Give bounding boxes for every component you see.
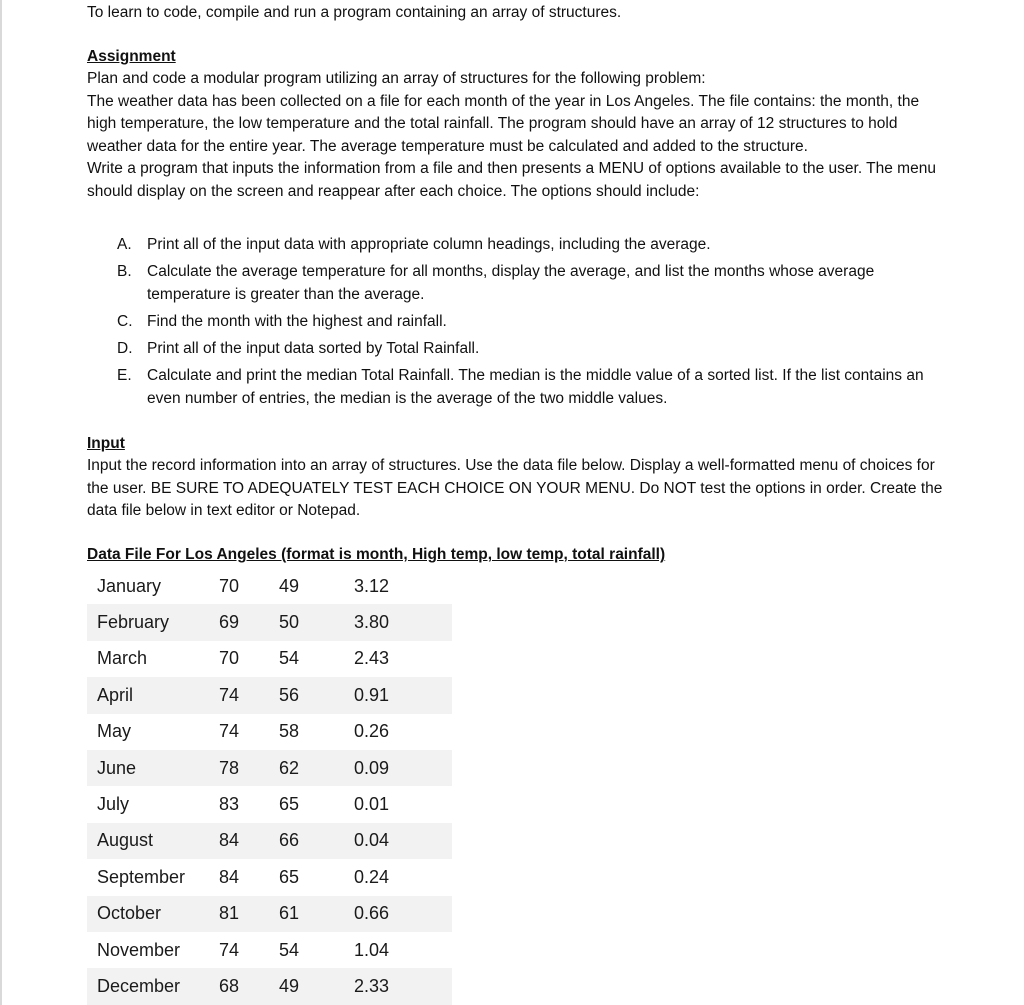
input-paragraph: Input the record information into an array of structures. Use the data file below. Display a well-formatted menu of choices for the user. BE SURE TO ADEQUATELY TEST EACH CHOICE ON YOUR MENU. Do NOT test the options in order. Create the data file below in text editor or Notepad. [87, 457, 943, 519]
table-row [87, 568, 452, 604]
assignment-heading: Assignment [87, 48, 176, 65]
table-row [87, 823, 452, 859]
low-temp-cell: 62 [279, 750, 354, 786]
option-item-b [87, 260, 947, 306]
option-text: Print all of the input data with appropriate column headings, including the average. [147, 236, 711, 253]
option-item-e [87, 364, 947, 410]
option-item-d [87, 337, 947, 360]
low-temp-cell: 65 [279, 866, 300, 887]
table-row [87, 604, 452, 640]
rainfall-cell: 0.24 [354, 866, 390, 887]
rainfall-cell: 0.91 [354, 677, 452, 713]
option-item-c [87, 310, 947, 333]
month-cell: January [97, 575, 162, 596]
option-text: Print all of the input data sorted by Total Rainfall. [147, 340, 480, 357]
month-cell: March [97, 648, 148, 669]
month-cell: October [87, 896, 219, 932]
rainfall-cell: 0.26 [354, 721, 390, 742]
high-temp-cell: 69 [219, 604, 279, 640]
option-letter: E. [117, 367, 132, 384]
low-temp-cell: 54 [279, 648, 300, 669]
option-letter: C. [117, 313, 133, 330]
high-temp-cell: 68 [219, 968, 279, 1004]
page-left-border [0, 0, 2, 1005]
month-cell: July [97, 794, 130, 815]
rainfall-cell: 2.33 [354, 968, 452, 1004]
assignment-paragraph-1: Plan and code a modular program utilizing an array of structures for the following problem: [87, 70, 706, 87]
rainfall-cell: 2.43 [354, 648, 390, 669]
month-cell: December [87, 968, 219, 1004]
table-row [87, 677, 452, 713]
month-cell: February [87, 604, 219, 640]
table-row [87, 968, 452, 1004]
option-letter: B. [117, 263, 132, 280]
assignment-paragraph-3: Write a program that inputs the information from a file and then presents a MENU of options available to the user. The menu should display on the screen and reappear after each choice. The options should include: [87, 160, 936, 200]
high-temp-cell: 84 [219, 823, 279, 859]
high-temp-cell: 70 [219, 575, 240, 596]
rainfall-cell: 0.09 [354, 750, 452, 786]
month-cell: April [87, 677, 219, 713]
rainfall-cell: 1.04 [354, 939, 390, 960]
low-temp-cell: 50 [279, 604, 354, 640]
table-row [87, 896, 452, 932]
input-heading: Input [87, 435, 125, 452]
rainfall-cell: 3.12 [354, 575, 390, 596]
high-temp-cell: 81 [219, 896, 279, 932]
table-row [87, 641, 452, 677]
low-temp-cell: 49 [279, 968, 354, 1004]
rainfall-cell: 0.66 [354, 896, 452, 932]
high-temp-cell: 78 [219, 750, 279, 786]
option-letter: A. [117, 236, 132, 253]
table-row [87, 859, 452, 895]
month-cell: August [87, 823, 219, 859]
high-temp-cell: 74 [219, 939, 240, 960]
table-row [87, 714, 452, 750]
high-temp-cell: 70 [219, 648, 240, 669]
option-text: Calculate the average temperature for all months, display the average, and list the months whose average temperature is greater than the average. [147, 263, 875, 303]
data-file-title: Data File For Los Angeles (format is month, High temp, low temp, total rainfall) [87, 546, 666, 563]
high-temp-cell: 74 [219, 721, 240, 742]
month-cell: May [97, 721, 132, 742]
high-temp-cell: 84 [219, 866, 240, 887]
low-temp-cell: 65 [279, 794, 300, 815]
table-row [87, 786, 452, 822]
low-temp-cell: 58 [279, 721, 300, 742]
input-section [87, 433, 947, 523]
month-cell: September [97, 866, 186, 887]
low-temp-cell: 66 [279, 823, 354, 859]
high-temp-cell: 83 [219, 794, 240, 815]
rainfall-cell: 0.04 [354, 823, 452, 859]
option-item-a [87, 233, 947, 256]
option-text: Calculate and print the median Total Rainfall. The median is the middle value of a sorted list. If the list contains an even number of entries, the median is the average of the two middle values. [147, 367, 924, 407]
option-text: Find the month with the highest and rainfall. [147, 313, 447, 330]
month-cell: November [97, 939, 181, 960]
low-temp-cell: 61 [279, 896, 354, 932]
rainfall-cell: 3.80 [354, 604, 452, 640]
assignment-section [87, 46, 947, 203]
menu-options-list [87, 233, 947, 414]
intro-text: To learn to code, compile and run a program containing an array of structures. [87, 4, 622, 21]
assignment-paragraph-2: The weather data has been collected on a file for each month of the year in Los Angeles. The file contains: the month, the high temperature, the low temperature and the total rainfall. The program should have an array of 12 structures to hold weather data for the entire year. The average temperature must be calculated and added to the structure. [87, 92, 920, 155]
high-temp-cell: 74 [219, 677, 279, 713]
table-row [87, 932, 452, 968]
low-temp-cell: 49 [279, 575, 300, 596]
low-temp-cell: 54 [279, 939, 300, 960]
table-row [87, 750, 452, 786]
rainfall-cell: 0.01 [354, 794, 390, 815]
weather-data-table [87, 568, 452, 1005]
month-cell: June [87, 750, 219, 786]
low-temp-cell: 56 [279, 677, 354, 713]
option-letter: D. [117, 340, 133, 357]
